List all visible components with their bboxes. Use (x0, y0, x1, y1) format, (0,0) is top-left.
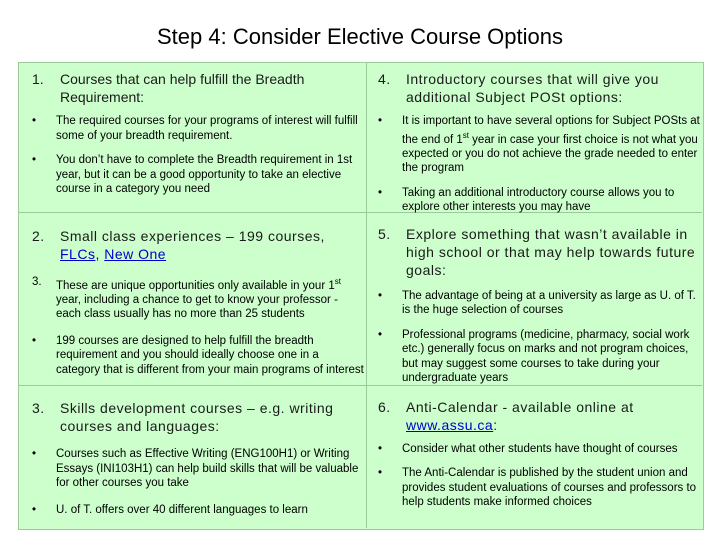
section-breadth (24, 70, 364, 197)
section-heading (370, 70, 702, 106)
ordinal-sup: st (462, 130, 469, 140)
heading-comma: , (95, 245, 105, 262)
section-skills (24, 399, 364, 517)
section-heading (24, 227, 364, 263)
section-heading-text (406, 398, 702, 434)
section-number: 6. (378, 398, 391, 415)
section-number: 1. (32, 71, 44, 87)
section-heading-text: Skills development courses – e.g. writing courses and languages: (60, 400, 334, 435)
flcs-link[interactable]: FLCs (60, 245, 96, 262)
list-item-text: The Anti-Calendar is published by the student union and provides student evaluations of courses and professors to help students make informed choices (402, 467, 697, 509)
item-number: 3. (32, 275, 42, 288)
bullet-marker: • (378, 442, 383, 455)
section-heading (24, 399, 364, 435)
section-heading (370, 398, 702, 434)
bullet-marker: • (32, 115, 37, 127)
assu-link[interactable]: www.assu.ca (406, 416, 494, 433)
list-item-text: Professional programs (medicine, pharmacy, social work etc.) generally focus on marks and not program choices, but may suggest some courses to take during your undergraduate years (402, 328, 690, 385)
bullet-marker: • (32, 154, 37, 166)
list-item (24, 275, 364, 322)
heading-prefix: Anti-Calendar - available online at (406, 398, 634, 415)
list-item (24, 503, 364, 518)
section-number: 5. (378, 225, 391, 242)
text-post: year in case your first choice is not what you expected or you do not achieve the grade needed to enter the program (402, 133, 698, 175)
list-item (370, 114, 702, 176)
section-anti-calendar (370, 398, 702, 510)
list-item-text (402, 114, 702, 176)
section-heading-text: Explore something that wasn’t available in high school or that may help towards future goals: (406, 225, 696, 278)
bullet-marker: • (378, 328, 383, 341)
bullet-marker: • (378, 467, 383, 480)
page-title: Step 4: Consider Elective Course Options (157, 24, 563, 49)
list-item-text: The required courses for your programs of interest will fulfill some of your breadth requirement. (56, 115, 358, 142)
section-heading (370, 225, 702, 279)
section-heading (24, 70, 364, 106)
section-introductory (370, 70, 702, 215)
list-item-text: U. of T. offers over 40 different languages to learn (56, 503, 308, 516)
list-item-text (56, 275, 364, 322)
list-item (370, 466, 702, 510)
section-number: 4. (378, 71, 391, 87)
list-item (24, 153, 364, 197)
bullet-marker: • (378, 186, 383, 199)
list-item (370, 186, 702, 215)
text-pre: These are unique opportunities only available in your 1 (56, 279, 335, 292)
section-number: 2. (32, 227, 45, 244)
heading-suffix: : (493, 416, 498, 433)
section-heading-text (60, 227, 364, 263)
list-item-text: The advantage of being at a university as large as U. of T. is the huge selection of courses (402, 289, 696, 317)
section-explore (370, 225, 702, 386)
text-post: year, including a chance to get to know your professor - each class usually has no more than 25 students (56, 293, 338, 321)
left-column (24, 66, 364, 517)
bullet-marker: • (378, 115, 383, 127)
heading-prefix: Small class experiences – 199 courses, (60, 227, 325, 244)
bullet-marker: • (32, 448, 37, 461)
bullet-marker: • (32, 503, 37, 516)
list-item (370, 289, 702, 318)
list-item (24, 114, 364, 143)
section-small-class (24, 227, 364, 378)
right-column (370, 66, 702, 510)
list-item (370, 442, 702, 457)
list-item-text: Courses such as Effective Writing (ENG100H1) or Writing Essays (INI103H1) can help build skills that will be valuable for other courses you take (56, 448, 359, 490)
list-item-text: 199 courses are designed to help fulfill the breadth requirement and you should ideally choose one in a category that is different from your main programs of interest (56, 334, 364, 376)
list-item (24, 447, 364, 491)
column-divider (366, 62, 367, 528)
text-pre: It is important to have several options for Subject POSts at the end of 1 (402, 115, 700, 146)
list-item (24, 334, 364, 378)
bullet-marker: • (378, 289, 383, 302)
list-item-text: Taking an additional introductory course allows you to explore other interests you may have (402, 186, 675, 214)
ordinal-sup: st (334, 276, 341, 286)
new-one-link[interactable]: New One (104, 245, 167, 262)
list-item (370, 328, 702, 386)
section-number: 3. (32, 400, 45, 417)
section-heading-text: Courses that can help fulfill the Breadth Requirement: (60, 71, 305, 105)
section-heading-text: Introductory courses that will give you additional Subject POSt options: (406, 71, 659, 105)
bullet-marker: • (32, 334, 37, 347)
list-item-text: Consider what other students have thought of courses (402, 442, 678, 455)
list-item-text: You don’t have to complete the Breadth requirement in 1st year, but it can be a good opportunity to take an elective course in a category you need (56, 154, 353, 195)
